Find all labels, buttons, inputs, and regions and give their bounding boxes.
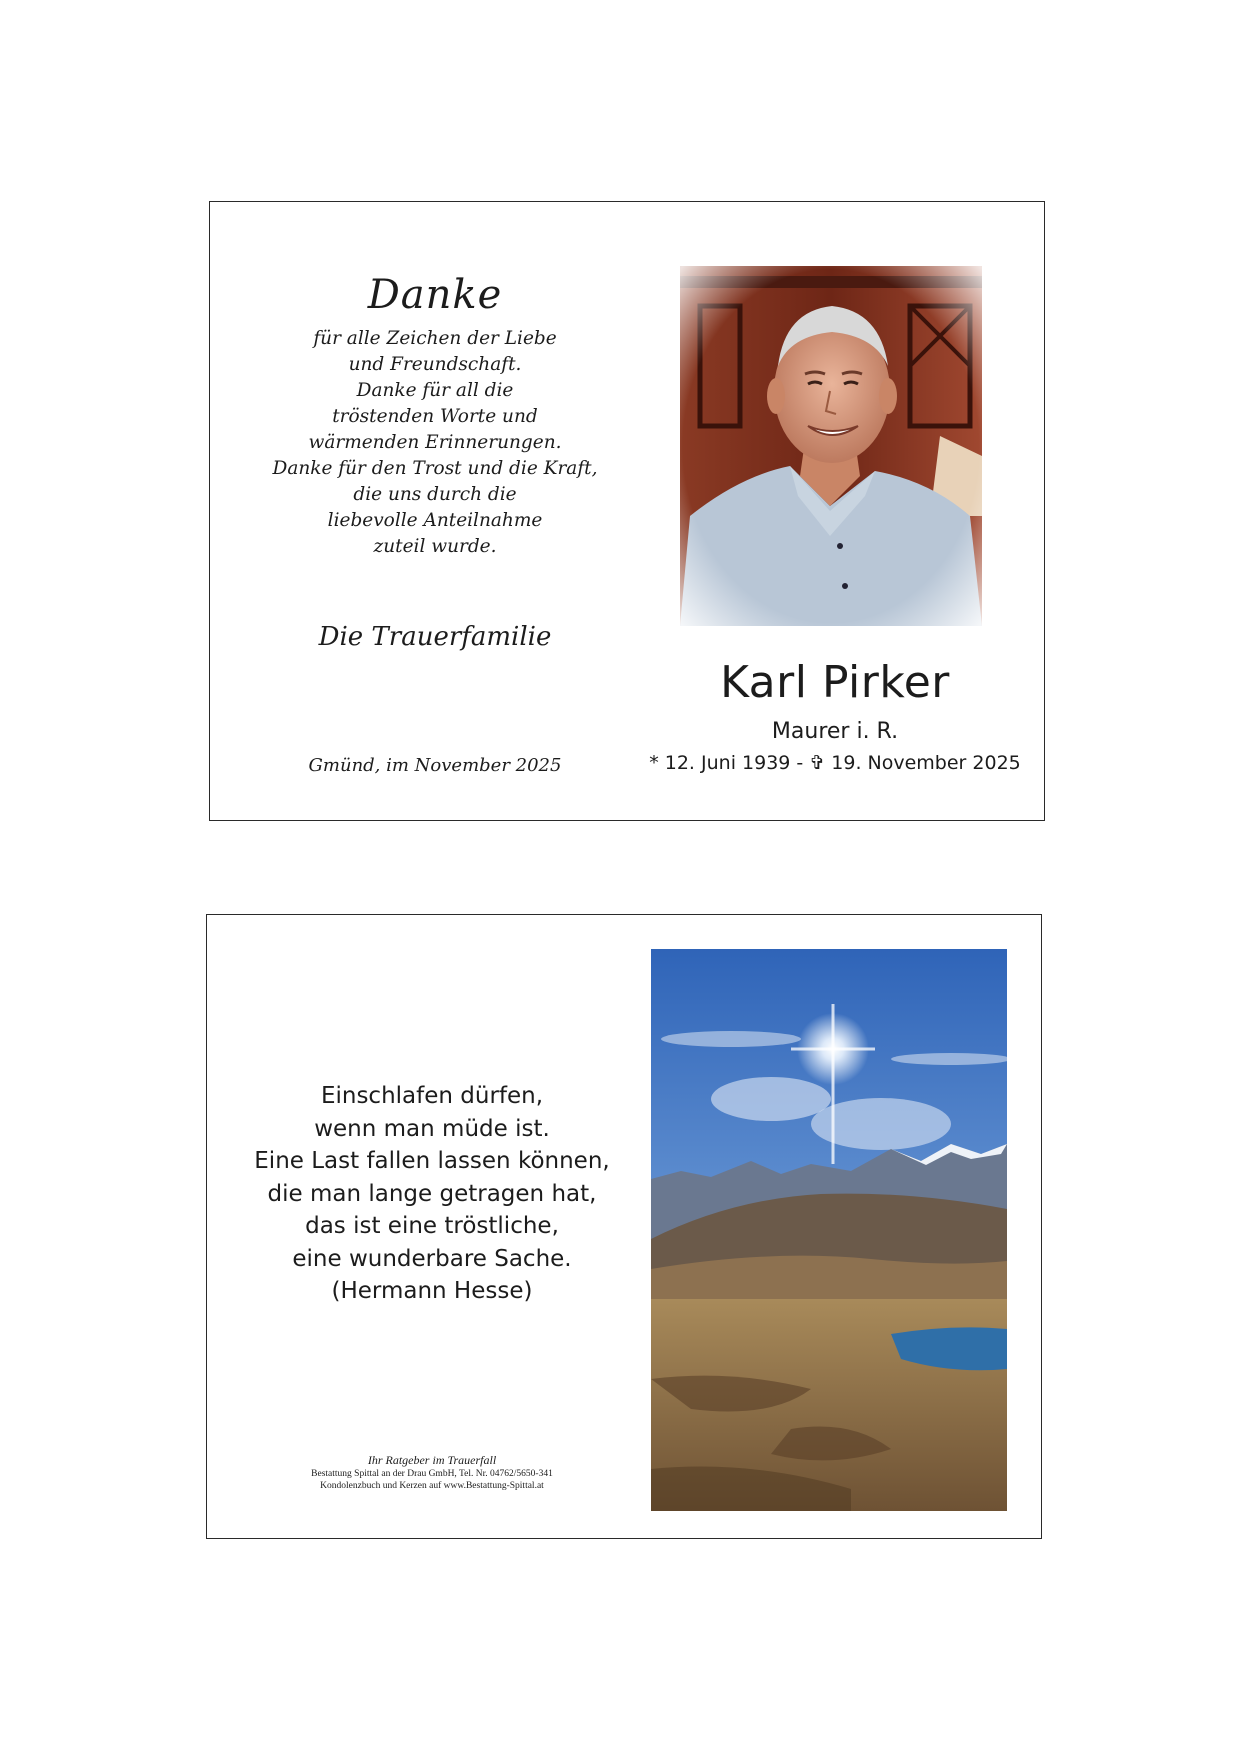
poem-line: eine wunderbare Sache. (292, 1245, 572, 1272)
thanks-line: tröstenden Worte und (332, 406, 538, 427)
footer-contact: Bestattung Spittal an der Drau GmbH, Tel. Nr. 04762/5650-341 (311, 1469, 553, 1479)
footer-slogan: Ihr Ratgeber im Trauerfall (367, 1453, 497, 1467)
thanks-title: Danke (367, 272, 503, 318)
poem-line: wenn man müde ist. (314, 1115, 550, 1142)
thanks-line: Danke für all die (356, 380, 514, 401)
mountain-landscape-photo (651, 949, 1007, 1511)
thanks-line: Danke für den Trost und die Kraft, (272, 458, 598, 479)
place-date: Gmünd, im November 2025 (308, 755, 562, 776)
life-dates: * 12. Juni 1939 - ✞ 19. November 2025 (649, 752, 1021, 774)
thanks-text-block (240, 272, 630, 560)
footer-website: Kondolenzbuch und Kerzen auf www.Bestattung-Spittal.at (320, 1481, 544, 1491)
poem-card (206, 914, 1042, 1539)
deceased-name: Karl Pirker (720, 657, 950, 708)
thanks-line: wärmenden Erinnerungen. (308, 432, 562, 453)
thanks-line: liebevolle Anteilnahme (327, 510, 543, 531)
occupation: Maurer i. R. (771, 719, 899, 744)
thank-you-card (209, 201, 1045, 821)
thanks-line: zuteil wurde. (373, 536, 497, 557)
thanks-line: und Freundschaft. (348, 354, 522, 375)
thanks-line: für alle Zeichen der Liebe (313, 328, 557, 349)
poem-line: Einschlafen dürfen, (320, 1083, 544, 1109)
poem-line: Eine Last fallen lassen können, (254, 1148, 610, 1174)
funeral-home-footer (267, 1453, 597, 1492)
poem-line: die man lange getragen hat, (267, 1180, 597, 1207)
poem-block (237, 1080, 627, 1308)
thanks-line: die uns durch die (353, 484, 517, 505)
poem-line: das ist eine tröstliche, (305, 1213, 559, 1239)
family-signature: Die Trauerfamilie (318, 622, 552, 652)
poem-author: (Hermann Hesse) (331, 1278, 533, 1304)
portrait-photo (680, 266, 982, 626)
